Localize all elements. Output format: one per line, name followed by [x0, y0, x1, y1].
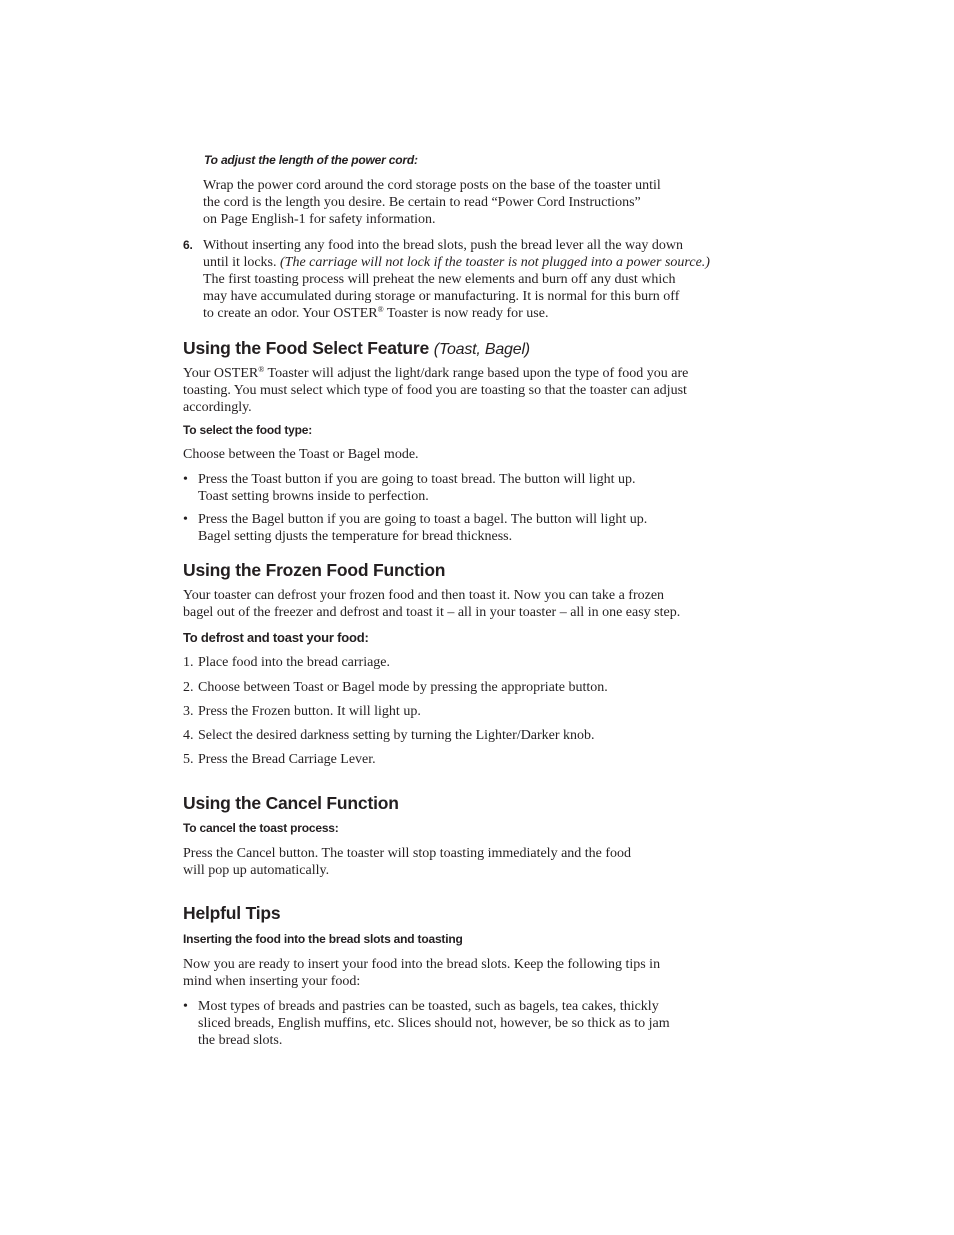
text-line: sliced breads, English muffins, etc. Slices should not, however, be so thick as to jam — [198, 1016, 670, 1031]
text-line: The first toasting process will preheat the new elements and burn off any dust which — [203, 272, 676, 287]
text-line: accordingly. — [183, 400, 252, 415]
step-number: 2. — [183, 680, 194, 695]
list-item: Choose between Toast or Bagel mode by pressing the appropriate button. — [198, 680, 608, 695]
list-item — [198, 511, 647, 545]
text-line: the bread slots. — [198, 1033, 283, 1048]
text-span: Toaster is now ready for use. — [383, 306, 549, 321]
text-line — [183, 365, 688, 382]
text-line: Wrap the power cord around the cord storage posts on the base of the toaster until — [203, 178, 661, 193]
text-line: Press the Bagel button if you are going to toast a bagel. The button will light up. — [198, 512, 648, 527]
cancel-text — [183, 845, 631, 879]
defrost-subheading: To defrost and toast your food: — [183, 630, 369, 645]
tips-subheading: Inserting the food into the bread slots and toasting — [183, 932, 463, 946]
text-line: may have accumulated during storage or manufacturing. It is normal for this burn off — [203, 289, 680, 304]
text-line: will pop up automatically. — [183, 863, 330, 878]
frozen-food-heading: Using the Frozen Food Function — [183, 560, 446, 580]
list-item: Select the desired darkness setting by turning the Lighter/Darker knob. — [198, 728, 595, 743]
bullet-icon: • — [183, 512, 188, 527]
list-item: Press the Frozen button. It will light up. — [198, 704, 421, 719]
step-number: 3. — [183, 704, 194, 719]
frozen-intro — [183, 587, 680, 621]
text-line: Your toaster can defrost your frozen food and then toast it. Now you can take a frozen — [183, 588, 665, 603]
registered-mark: ® — [258, 365, 265, 374]
text-line: toasting. You must select which type of food you are toasting so that the toaster can adjust — [183, 383, 687, 398]
text-line: bagel out of the freezer and defrost and toast it – all in your toaster – all in one easy step. — [183, 605, 681, 620]
text-line: mind when inserting your food: — [183, 974, 361, 989]
text-span: to create an odor. Your OSTER — [203, 306, 378, 321]
bullet-icon: • — [183, 472, 188, 487]
text-span: Your OSTER — [183, 366, 259, 381]
step-number: 6. — [183, 238, 193, 252]
step-number: 5. — [183, 752, 194, 767]
text-line: Toast setting browns inside to perfection. — [198, 489, 429, 504]
food-type-subheading: To select the food type: — [183, 423, 312, 437]
food-select-intro — [183, 365, 688, 416]
choose-mode-text: Choose between the Toast or Bagel mode. — [183, 447, 419, 462]
heading-text: Using the Food Select Feature — [183, 338, 434, 358]
list-item — [198, 471, 636, 505]
text-line: on Page English-1 for safety information. — [203, 212, 436, 227]
step-number: 1. — [183, 655, 194, 670]
list-item: Press the Bread Carriage Lever. — [198, 752, 376, 767]
text-span: Toaster will adjust the light/dark range based upon the type of food you are — [264, 366, 689, 381]
text-line: Bagel setting djusts the temperature for bread thickness. — [198, 529, 513, 544]
step-number: 4. — [183, 728, 194, 743]
cancel-heading: Using the Cancel Function — [183, 793, 399, 813]
tips-intro — [183, 956, 660, 990]
helpful-tips-heading: Helpful Tips — [183, 903, 281, 923]
list-item — [198, 998, 670, 1049]
cancel-subheading: To cancel the toast process: — [183, 821, 339, 835]
list-item: Place food into the bread carriage. — [198, 655, 391, 670]
text-line: Without inserting any food into the bread slots, push the bread lever all the way down — [203, 238, 683, 253]
power-cord-heading: To adjust the length of the power cord: — [204, 153, 418, 167]
bullet-icon: • — [183, 999, 188, 1014]
text-span: until it locks. — [203, 255, 280, 270]
heading-subtitle: (Toast, Bagel) — [433, 341, 530, 358]
step6-text — [203, 237, 710, 322]
text-line — [203, 305, 710, 322]
text-line: Press the Cancel button. The toaster will stop toasting immediately and the food — [183, 846, 632, 861]
italic-note: (The carriage will not lock if the toaster is not plugged into a power source.) — [280, 255, 710, 270]
registered-mark: ® — [377, 305, 384, 314]
text-line: the cord is the length you desire. Be certain to read “Power Cord Instructions” — [203, 195, 641, 210]
text-line: Most types of breads and pastries can be toasted, such as bagels, tea cakes, thickly — [198, 999, 659, 1014]
text-line — [203, 254, 710, 271]
food-select-heading — [183, 338, 530, 359]
text-line: Press the Toast button if you are going to toast bread. The button will light up. — [198, 472, 636, 487]
power-cord-text — [203, 177, 661, 228]
text-line: Now you are ready to insert your food into the bread slots. Keep the following tips in — [183, 957, 661, 972]
